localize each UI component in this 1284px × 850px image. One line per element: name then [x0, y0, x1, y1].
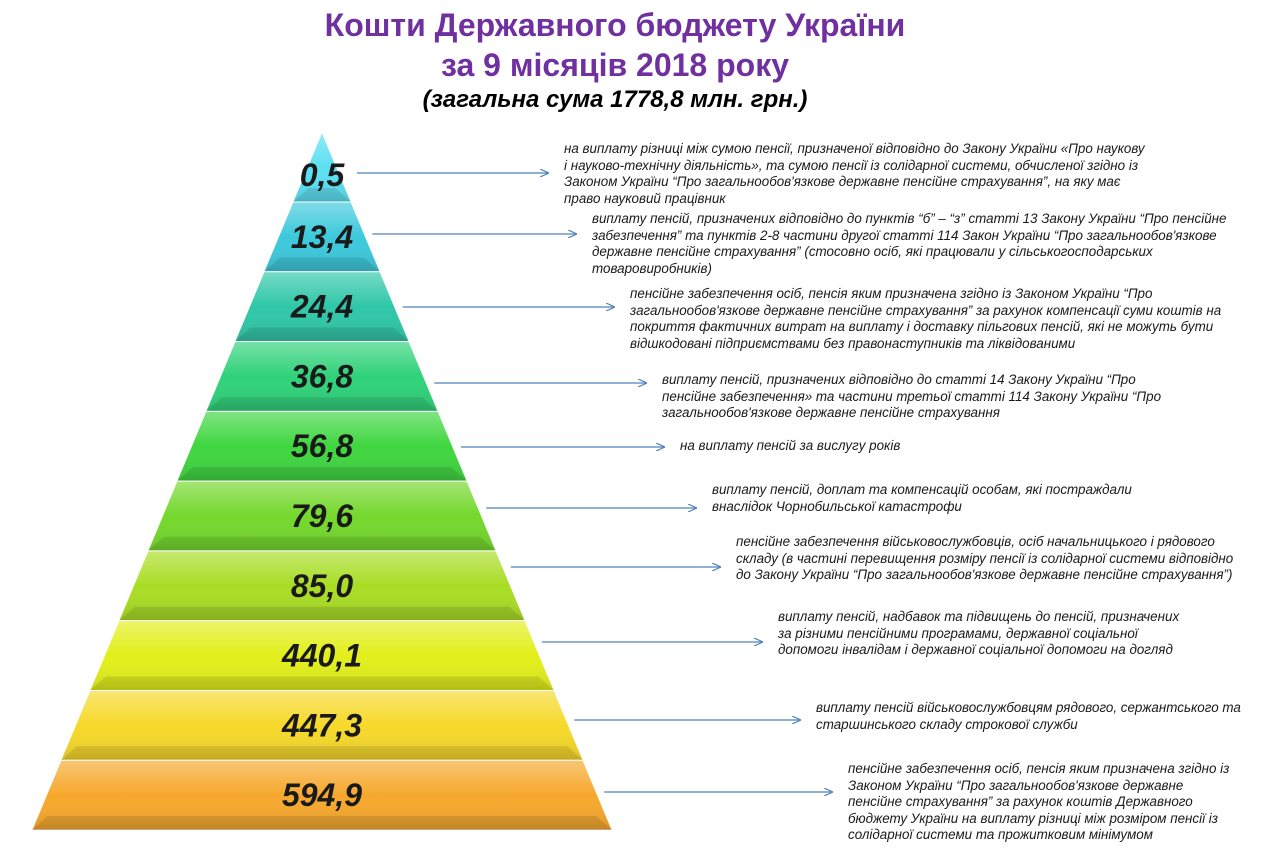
chart-subtitle: (загальна сума 1778,8 млн. грн.): [422, 86, 808, 113]
tier-note-line: пенсійне забезпечення військовослужбовців, осіб начальницького і рядового: [736, 534, 1215, 549]
tier-note-line: пенсійне забезпечення осіб, пенсія яким призначена згідно із Законом України “Про: [630, 286, 1153, 301]
tier-note-line: право науковий працівник: [564, 190, 726, 206]
tier-note-line: бюджету України на виплату різниці між розміром пенсії із: [848, 810, 1218, 826]
pyramid-tier: [235, 272, 409, 342]
tier-note-line: забезпечення” та пунктів 2-8 частини другої статті 114 Закон України “Про загальнообов'язкове: [592, 227, 1217, 243]
tier-note-line: виплату пенсій, призначених відповідно до пунктів “б” – “з” статті 13 Закону України “Про пенсійне: [592, 211, 1227, 226]
tier-note-line: виплату пенсій, доплат та компенсацій особам, які постраждали: [712, 482, 1132, 497]
tier-note-line: відшкодовані підприємствами без правонаступників та ліквідованими: [630, 335, 1076, 351]
tier-note: [736, 534, 1281, 584]
tier-note-line: покриття фактичних витрат на виплату і доставку пільгових пенсій, які не можуть бути: [630, 319, 1214, 334]
tier-note-line: пенсійне забезпечення осіб, пенсія яким призначена згідно із: [848, 761, 1230, 776]
pyramid-tier: [32, 760, 612, 830]
pyramid-tier: [90, 621, 554, 691]
tier-note-line: допомоги інвалідам і державної соціальної допомоги на догляд: [778, 642, 1173, 657]
tier-note-line: загальнообов'язкове державне пенсійне страхування” за рахунок компенсації суми коштів на: [630, 302, 1222, 318]
tier-note: [680, 438, 1080, 455]
tier-note: [848, 761, 1268, 844]
pyramid-tier: [206, 342, 438, 412]
tier-value-label: 36,8: [290, 358, 354, 395]
tier-note-line: пенсійне забезпечення» та частини третьої статті 114 Закону України “Про: [662, 388, 1162, 404]
tier-note: [778, 609, 1248, 659]
tier-note-line: і науково-технічну діяльність», та сумою пенсії із солідарної системи, обчисленої згідно із: [564, 157, 1139, 173]
tier-note-line: складу (в частині перевищення розміру пенсії із солідарної системи відповідно: [736, 550, 1234, 566]
pyramid-tier: [293, 132, 351, 202]
tier-note-line: товаровиробників): [592, 260, 712, 276]
tier-note-line: на виплату різниці між сумою пенсії, призначеної відповідно до Закону України «Про наукову: [564, 141, 1145, 156]
tier-note: [712, 482, 1212, 515]
tier-note: [662, 372, 1222, 422]
tier-note-line: старшинського складу строкової служби: [816, 716, 1078, 732]
tier-note-line: за різними пенсійними програмами, державної соціальної: [778, 625, 1138, 641]
tier-value-label: 594,9: [281, 777, 363, 814]
chart-title-line-1: Кошти Державного бюджету України: [324, 7, 906, 43]
tier-value-label: 85,0: [290, 567, 354, 604]
pyramid-tier: [264, 202, 380, 272]
tier-note-line: виплату пенсій, надбавок та підвищень до пенсій, призначених: [778, 609, 1180, 624]
tier-note: [592, 211, 1282, 277]
tier-value-label: 56,8: [290, 428, 354, 465]
tier-note-line: державне пенсійне страхування” (стосовно осіб, які працювали у сільськогосподарських: [592, 244, 1153, 259]
tier-note-line: Законом України “Про загальнообов'язкове державне пенсійне страхування”, на яку має: [564, 174, 1121, 189]
tier-note-line: Законом України “Про загальнообов'язкове державне: [848, 777, 1184, 793]
tier-value-label: 0,5: [299, 157, 345, 193]
chart-title-line-2: за 9 місяців 2018 року: [441, 47, 789, 83]
tier-note-line: пенсійне страхування” за рахунок коштів Державного: [848, 794, 1193, 809]
tier-value-label: 24,4: [290, 288, 354, 325]
tier-value-label: 79,6: [290, 498, 354, 534]
pyramid-tier: [177, 411, 467, 481]
tier-note-line: внаслідок Чорнобильської катастрофи: [712, 498, 962, 514]
tier-note-line: до Закону України “Про загальнообов'язкове державне пенсійне страхування”): [736, 567, 1233, 582]
pyramid-tier: [119, 551, 525, 621]
tier-value-label: 13,4: [290, 218, 354, 255]
tier-note-line: на виплату пенсій за вислугу років: [680, 438, 901, 453]
tier-value-label: 447,3: [281, 707, 363, 744]
tier-note-line: виплату пенсій, призначених відповідно до статті 14 Закону України “Про: [662, 372, 1136, 387]
tier-note-line: солідарної системи та прожитковим мінімумом: [848, 827, 1153, 842]
tier-note: [816, 700, 1281, 733]
tier-value-label: 440,1: [281, 637, 363, 674]
tier-note: [564, 141, 1204, 207]
tier-note-line: загальнообов'язкове державне пенсійне страхування: [662, 405, 1000, 420]
pyramid-tier: [148, 481, 496, 551]
tier-note-line: виплату пенсій військовослужбовцям рядового, сержантського та: [816, 700, 1241, 715]
tier-note: [630, 286, 1280, 352]
pyramid-tier: [61, 690, 583, 760]
